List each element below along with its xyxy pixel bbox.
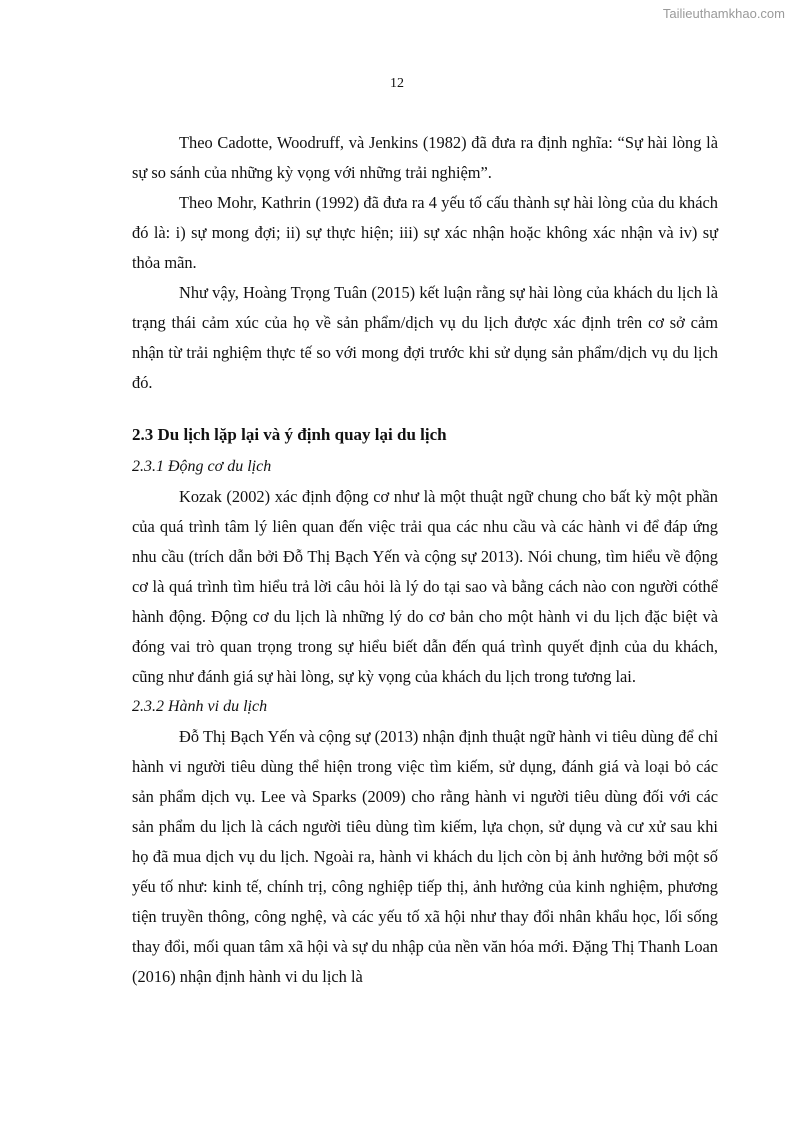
watermark: Tailieuthamkhao.com	[662, 6, 785, 21]
paragraph-behavior: Đỗ Thị Bạch Yến và cộng sự (2013) nhận định thuật ngữ hành vi tiêu dùng để chỉ hành vi người tiêu dùng thể hiện trong việc tìm kiếm, sử dụng, đánh giá và loại bỏ các sản phẩm dịch vụ. Lee và Sparks (2009) cho rằng hành vi người tiêu dùng đối với các sản phẩm du lịch là cách người tiêu dùng tìm kiếm, lựa chọn, sử dụng và cư xử sau khi họ đã mua dịch vụ du lịch. Ngoài ra, hành vi khách du lịch còn bị ảnh hưởng bởi một số yếu tố như: kinh tế, chính trị, công nghiệp tiếp thị, ảnh hưởng của kinh nghiệm, phương tiện truyền thông, công nghệ, và các yếu tố xã hội như thay đổi nhân khẩu học, lối sống thay đổi, mối quan tâm xã hội và sự du nhập của nền văn hóa mới. Đặng Thị Thanh Loan (2016) nhận định hành vi du lịch là	[132, 727, 718, 986]
paragraph-satisfaction-definition: Theo Cadotte, Woodruff, và Jenkins (1982) đã đưa ra định nghĩa: “Sự hài lòng là sự so sánh của những kỳ vọng với những trải nghiệm”.	[132, 133, 718, 182]
document-body	[132, 128, 718, 992]
subsection-heading-behavior: 2.3.2 Hành vi du lịch	[132, 698, 268, 715]
section-heading: 2.3 Du lịch lặp lại và ý định quay lại du lịch	[132, 425, 447, 444]
paragraph-satisfaction-factors: Theo Mohr, Kathrin (1992) đã đưa ra 4 yếu tố cấu thành sự hài lòng của du khách đó là: i) sự mong đợi; ii) sự thực hiện; iii) sự xác nhận hoặc không xác nhận và iv) sự thỏa mãn.	[132, 193, 718, 272]
subsection-heading-motivation: 2.3.1 Động cơ du lịch	[132, 458, 272, 475]
page-number: 12	[390, 76, 404, 91]
paragraph-motivation: Kozak (2002) xác định động cơ như là một thuật ngữ chung cho bất kỳ một phần của quá trình tâm lý liên quan đến việc trải qua các nhu cầu và các hành vi để đáp ứng nhu cầu (trích dẫn bởi Đỗ Thị Bạch Yến và cộng sự 2013). Nói chung, tìm hiểu về động cơ là quá trình tìm hiểu trả lời câu hỏi là lý do tại sao và bằng cách nào con người cóthể hành động. Động cơ du lịch là những lý do cơ bản cho một hành vi du lịch đặc biệt và đóng vai trò quan trọng trong sự hiểu biết dẫn đến quá trình quyết định của du khách, cũng như đánh giá sự hài lòng, sự kỳ vọng của khách du lịch trong tương lai.	[132, 487, 718, 686]
paragraph-satisfaction-conclusion: Như vậy, Hoàng Trọng Tuân (2015) kết luận rằng sự hài lòng của khách du lịch là trạng thái cảm xúc của họ về sản phẩm/dịch vụ du lịch được xác định trên cơ sở cảm nhận từ trải nghiệm thực tế so với mong đợi trước khi sử dụng sản phẩm/dịch vụ du lịch đó.	[132, 283, 718, 392]
